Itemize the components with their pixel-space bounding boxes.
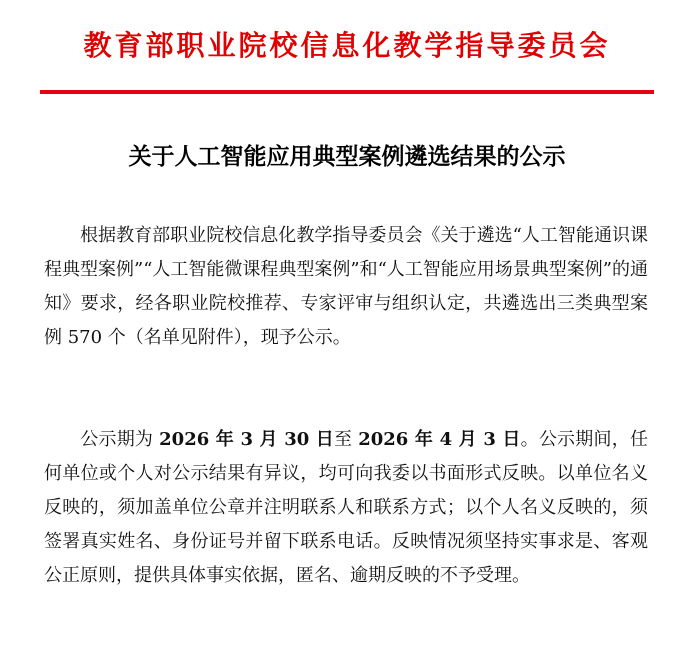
period-start-date: 2026 年 3 月 30 日 bbox=[159, 429, 335, 450]
paragraph-selection-notice bbox=[44, 219, 648, 355]
period-prefix: 公示期为 bbox=[80, 429, 160, 450]
paragraph-publicity-period bbox=[44, 423, 648, 593]
paragraph-1-text: 根据教育部职业院校信息化教学指导委员会《关于遴选“人工智能通识课程典型案例”“人工智能微课程典型案例”和“人工智能应用场景典型案例”的通知》要求，经各职业院校推荐、专家评审与组织认定，共遴选出三类典型案例 570 个（名单见附件），现予公示。 bbox=[44, 225, 649, 348]
paragraph-2-text: 。公示期间，任何单位或个人对公示结果有异议，均可向我委以书面形式反映。以单位名义反映的，须加盖单位公章并注明联系人和联系方式；以个人名义反映的，须签署真实姓名、身份证号并留下联系电话。反映情况须坚持实事求是、客观公正原则，提供具体事实依据，匿名、逾期反映的不予受理。 bbox=[44, 429, 648, 586]
period-end-date: 2026 年 4 月 3 日 bbox=[358, 429, 521, 450]
period-connector: 至 bbox=[334, 429, 353, 450]
issuing-organization-header: 教育部职业院校信息化教学指导委员会 bbox=[83, 29, 611, 62]
red-divider-line bbox=[40, 90, 654, 94]
document-title: 关于人工智能应用典型案例遴选结果的公示 bbox=[128, 143, 566, 170]
